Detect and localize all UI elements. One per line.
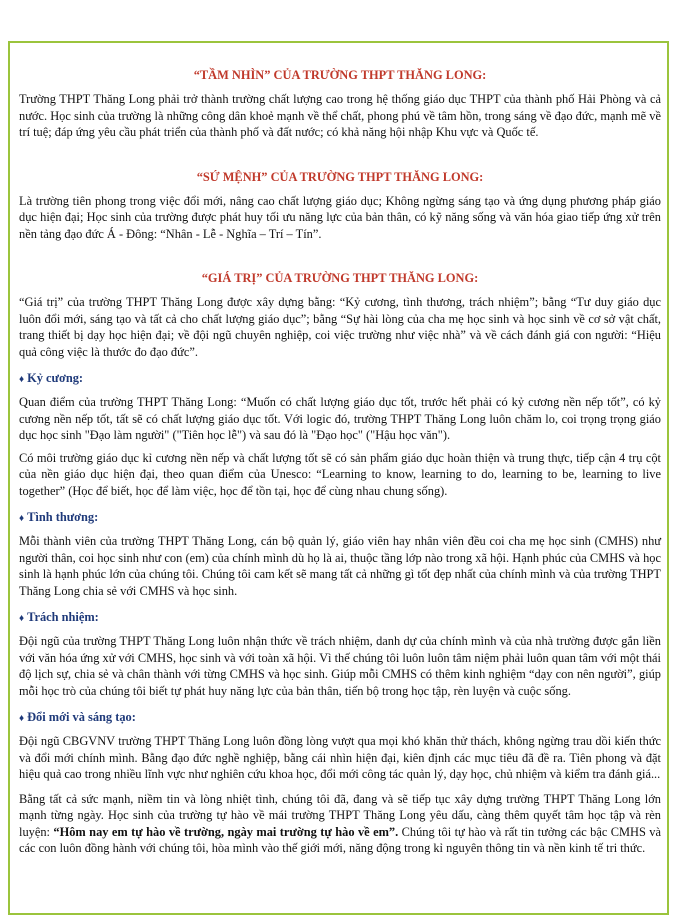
values-heading: “GIÁ TRỊ” CỦA TRƯỜNG THPT THĂNG LONG: <box>201 271 479 285</box>
document-body <box>19 67 661 857</box>
mission-heading: “SỨ MỆNH” CỦA TRƯỜNG THPT THĂNG LONG: <box>196 169 484 184</box>
closing-paragraph <box>19 791 661 857</box>
section-title-text: Trách nhiệm: <box>27 610 99 624</box>
vision-text: Trường THPT Thăng Long phải trở thành trường chất lượng cao trong hệ thống giáo dục THPT của thành phố Hải Phòng và cả nước. Học sinh của trường là những công dân khoẻ mạnh về thể chất, phong phú về tâm hồn, trong sáng về đạo đức, mạnh mẽ về trí tuệ; đáp ứng yêu cầu phát triển của thành phố và đất nước; có khả năng hội nhập Khu vực và Quốc tế. <box>19 92 661 139</box>
section-title <box>19 709 661 727</box>
section-title <box>19 509 661 527</box>
section-title-text: Tình thương: <box>27 510 99 524</box>
section-compassion <box>19 509 661 599</box>
section-innovation <box>19 709 661 783</box>
section-discipline <box>19 370 661 499</box>
section-paragraph: Quan điểm của trường THPT Thăng Long: “Muốn có chất lượng giáo dục tốt, trước hết phải có kỷ cương nền nếp tốt”, có kỷ cương nền nếp tốt, tất sẽ có chất lượng giáo dục tốt. Với logic đó, trường THPT Thăng Long luôn chăm lo, coi trọng trọng giáo dục học sinh "Đạo làm người" ("Tiên học lễ") và sau đó là "Đạo học" ("Hậu học văn"). <box>19 395 661 442</box>
section-paragraph: Mỗi thành viên của trường THPT Thăng Long, cán bộ quản lý, giáo viên hay nhân viên đều coi cha mẹ học sinh (CMHS) như người thân, coi học sinh như con (em) của chính mình dù họ là ai, thuộc tầng lớp nào trong xã hội. Hạnh phúc của CMHS và học sinh là hạnh phúc lớn của chúng tôi. Chúng tôi cam kết sẽ mang tất cả những gì tốt đẹp nhất của chính mình và của trường THPT Thăng Long chia sẻ với CMHS và học sinh. <box>19 534 661 598</box>
diamond-bullet-icon: ♦ <box>19 374 25 385</box>
mission-text: Là trường tiên phong trong việc đổi mới, nâng cao chất lượng giáo dục; Không ngừng sáng tạo và ứng dụng phương pháp giáo dục hiện đại; Học sinh của trường được phát huy tối ưu năng lực của bản thân, có kỹ năng sống và văn hóa giao tiếp ứng xử trên nền tảng đạo đức Á - Đông: “Nhân - Lễ - Nghĩa – Trí – Tín”. <box>19 193 661 241</box>
vision-heading: “TẦM NHÌN” CỦA TRƯỜNG THPT THĂNG LONG: <box>193 68 487 82</box>
closing-text: Bằng tất cả sức mạnh, niềm tin và lòng nhiệt tình, chúng tôi đã, đang và sẽ tiếp tục xây dựng trường THPT Thăng Long lớn mạnh từng ngày. Học sinh của trường tự hào về mái trường THPT Thăng Long yêu dấu, càng thêm quyết tâm học tập và rèn luyện: <box>19 791 661 839</box>
section-responsibility <box>19 609 661 699</box>
section-paragraph: Đội ngũ CBGVNV trường THPT Thăng Long luôn đồng lòng vượt qua mọi khó khăn thử thách, không ngừng trau dồi kiến thức và đổi mới chính mình. Bằng đạo đức nghề nghiệp, bằng cái nhìn hiện đại, kiên định các mục tiêu đã đề ra. Tiên phong và đặt hiệu quả cao trong nhiều lĩnh vực như nghiên cứu khoa học, đổi mới công tác quản lý, dạy học, chủ nhiệm và kiểm tra đánh giá... <box>19 734 661 781</box>
diamond-bullet-icon: ♦ <box>19 713 25 724</box>
diamond-bullet-icon: ♦ <box>19 613 25 624</box>
closing-slogan: “Hôm nay em tự hào về trường, ngày mai trường tự hào về em”. <box>53 824 399 839</box>
section-paragraph: Có môi trường giáo dục kỉ cương nền nếp và chất lượng tốt sẽ có sản phẩm giáo dục hoàn thiện và trung thực, tiếp cận 4 trụ cột của nền giáo dục hiện đại, theo quan điểm của Unesco: “Learning to know, learning to do, learning to be, learning to live together” (Học để biết, học để làm việc, học để tồn tại, học để cùng nhau chung sống). <box>19 450 661 498</box>
values-intro: “Giá trị” của trường THPT Thăng Long được xây dựng bằng: “Kỷ cương, tình thương, trách nhiệm”; bằng “Tư duy giáo dục luôn đổi mới, sáng tạo và tất cả cho chất lượng giáo dục”; bằng “Sự hài lòng của cha mẹ học sinh và học sinh về cơ sở vật chất, trang thiết bị dạy học hiện đại; về đội ngũ chuyên nghiệp, coi việc trường như việc nhà” và về cách đánh giá con người: “Hiệu quả công việc là thước đo đạo đức”. <box>19 295 661 359</box>
closing-text-end: Chúng tôi tự hào và rất tin tưởng các bậc CMHS và các con luôn đồng hành với chúng tôi, hòa mình vào thế giới mới, năng động trong kỉ nguyên thông tin và nền kinh tế tri thức. <box>19 824 661 855</box>
section-title-text: Đổi mới và sáng tạo: <box>27 710 136 724</box>
section-title <box>19 609 661 627</box>
section-paragraph: Đội ngũ của trường THPT Thăng Long luôn nhận thức về trách nhiệm, danh dự của chính mình và của nhà trường được gắn liền với văn hóa ứng xử với CMHS, học sinh và với toàn xã hội. Vì thế chúng tôi luôn luôn tâm niệm phải luôn quan tâm với một thái độ lịch sự, chia sẻ và chân thành với từng CMHS và học sinh. Giúp mỗi CMHS có thêm kinh nghiệm “dạy con nên người”, giúp mỗi học trò của chúng tôi biết tự phát huy năng lực của bản thân, tiến bộ trong học tập, rèn luyện và cuộc sống. <box>19 634 661 698</box>
section-title-text: Kỷ cương: <box>27 371 84 385</box>
diamond-bullet-icon: ♦ <box>19 513 25 524</box>
section-title <box>19 370 661 388</box>
